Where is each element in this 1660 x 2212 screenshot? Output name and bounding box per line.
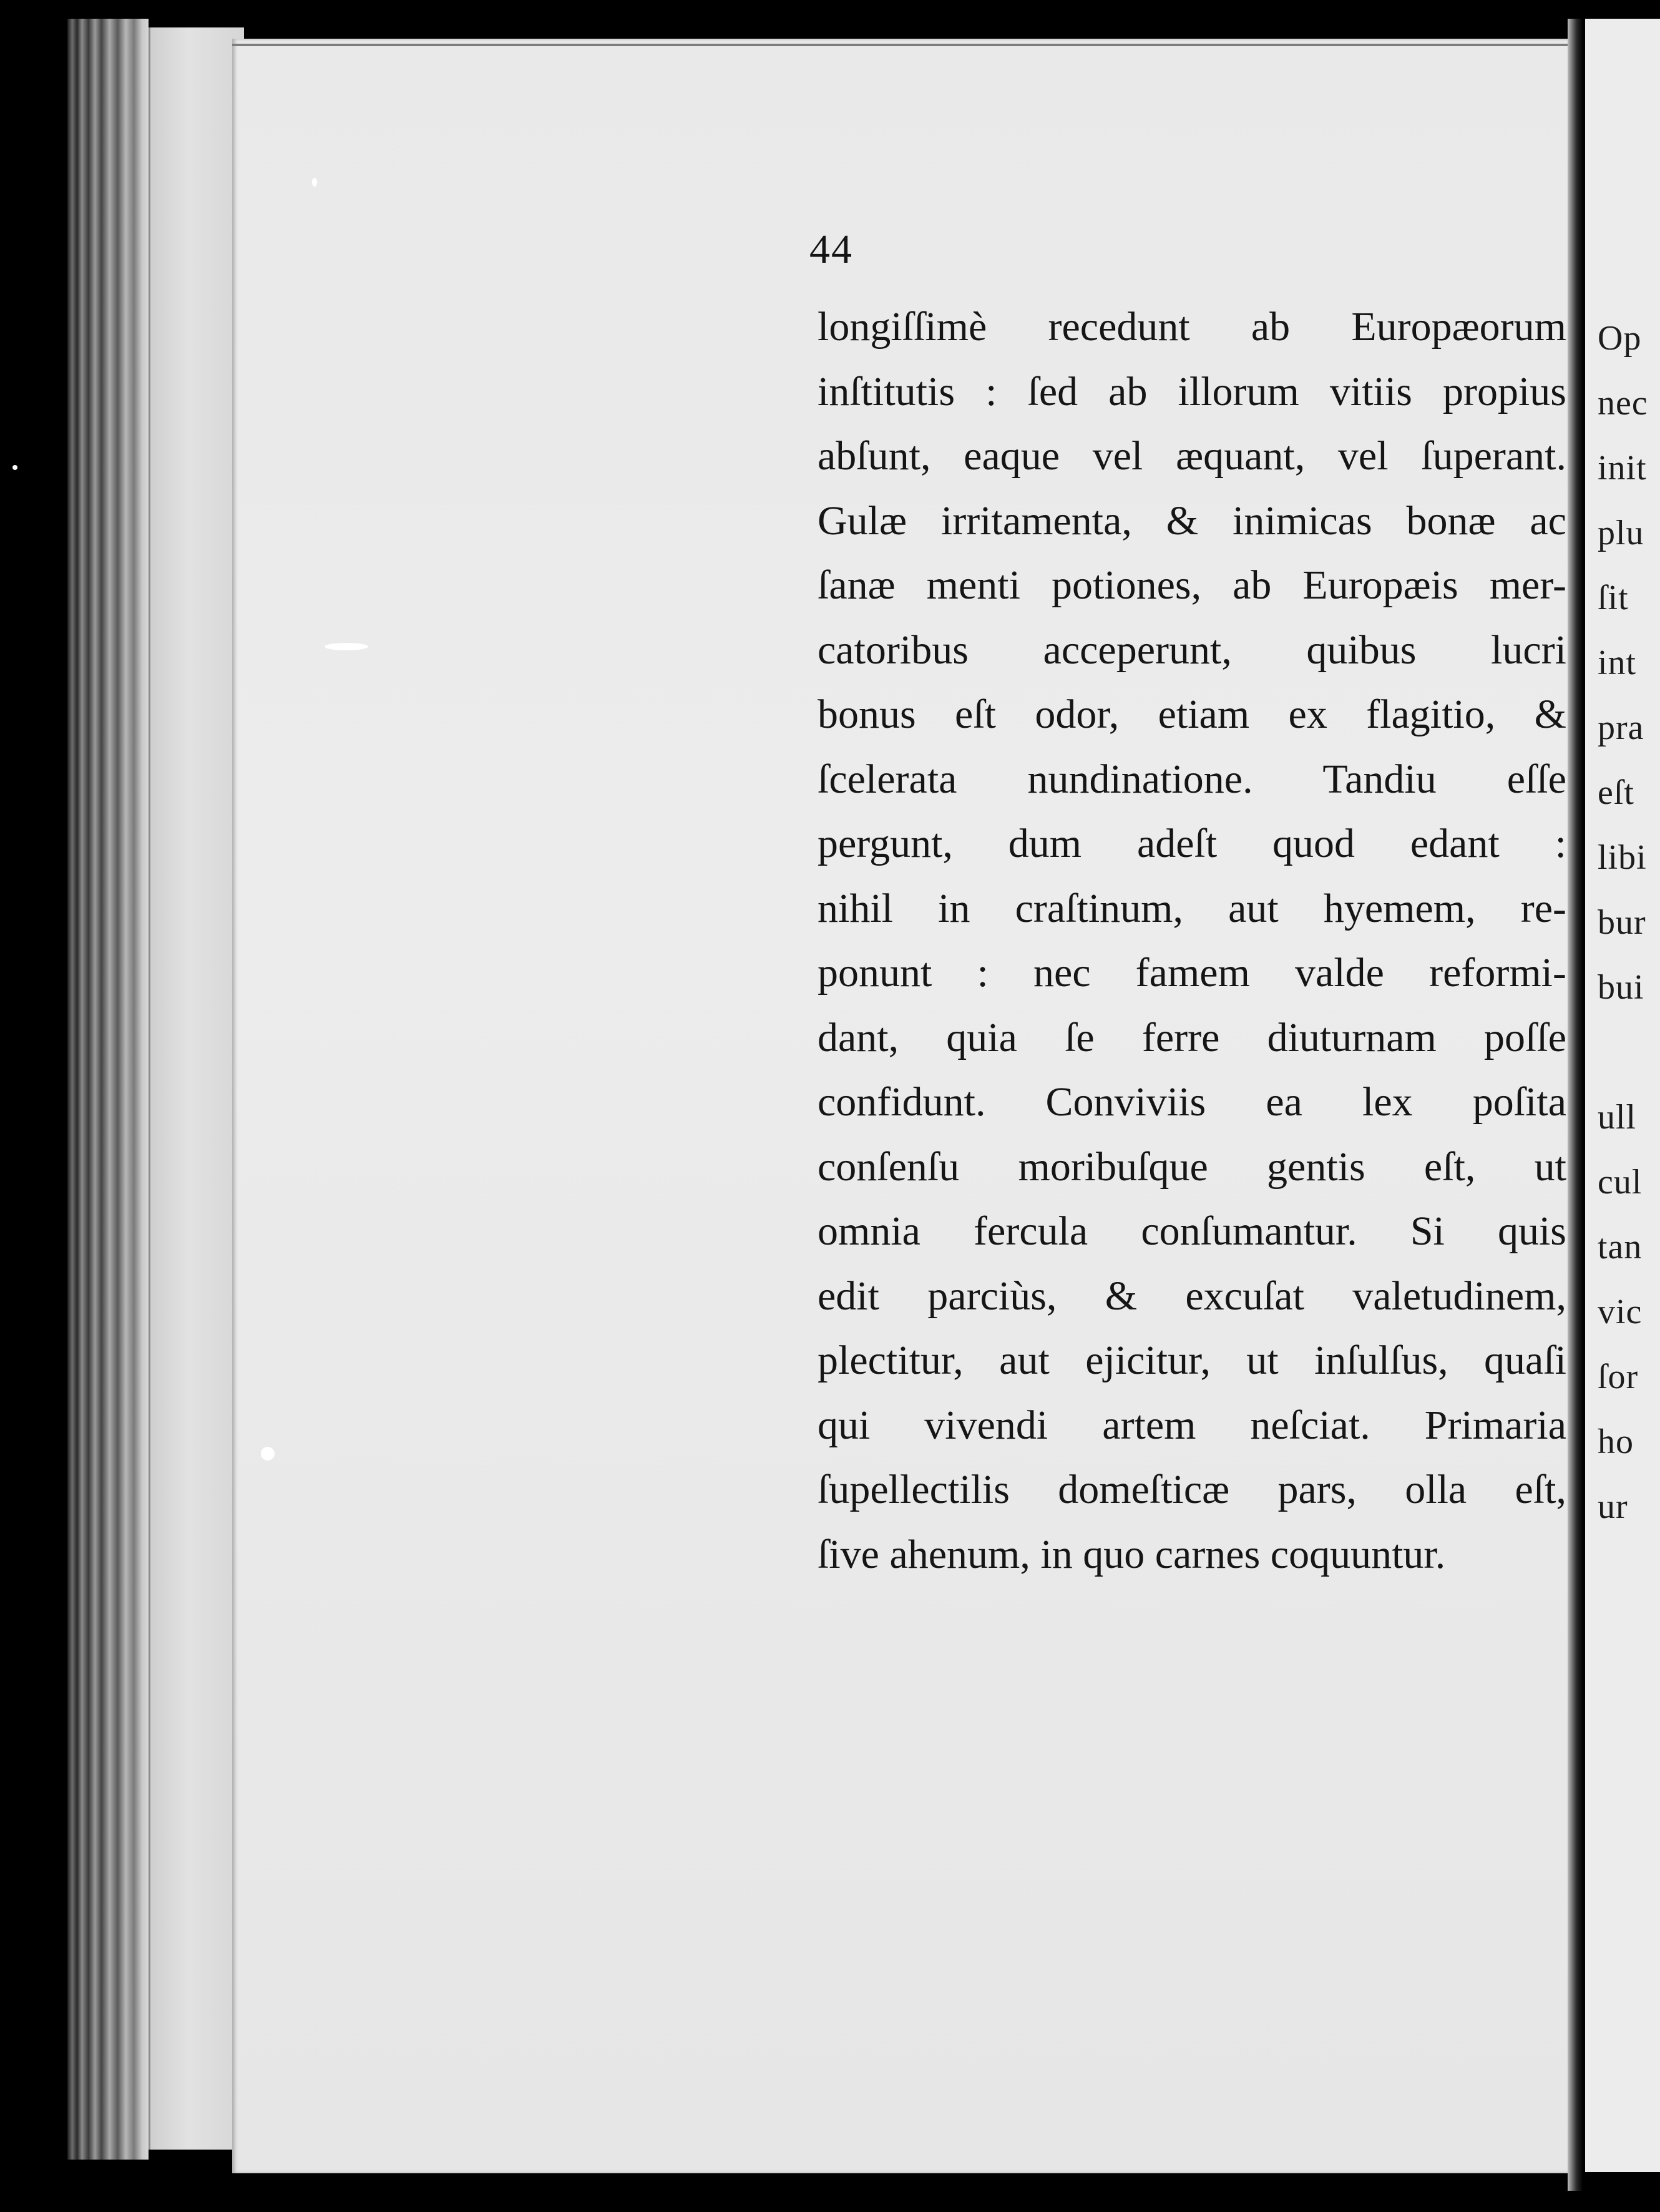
text-line: ſanæ menti potiones, ab Europæis mer- <box>818 562 1566 608</box>
facing-text-fragment: nec <box>1598 384 1648 423</box>
facing-text-fragment: init <box>1598 449 1647 487</box>
facing-text-fragment: cul <box>1598 1163 1643 1201</box>
scan-speck <box>12 465 17 470</box>
facing-page <box>1585 19 1660 2172</box>
facing-text-fragment: ſor <box>1598 1358 1639 1396</box>
facing-text-fragment: bur <box>1598 903 1646 942</box>
facing-text-fragment: pra <box>1598 708 1644 747</box>
text-line: conſenſu moribuſque gentis eſt, ut <box>818 1143 1566 1190</box>
text-line: Gulæ irritamenta, & inimicas bonæ ac <box>818 497 1566 544</box>
text-line: abſunt, eaque vel æquant, vel ſuperant. <box>818 433 1566 479</box>
book-fore-edge <box>67 19 149 2160</box>
facing-text-fragment: int <box>1598 644 1637 682</box>
facing-text-fragment: ſit <box>1598 579 1629 617</box>
page-top-rule <box>232 44 1568 46</box>
scan-speck <box>261 1447 275 1461</box>
text-line: ſcelerata nundinatione. Tandiu eſſe <box>818 756 1566 802</box>
facing-text-fragment: Op <box>1598 319 1642 358</box>
text-line: plectitur, aut ejicitur, ut inſulſus, quaſi <box>818 1338 1566 1383</box>
text-line: confidunt. Conviviis ea lex poſita <box>818 1079 1566 1125</box>
page-text-block <box>818 295 1566 1587</box>
scan-speck <box>325 643 368 650</box>
facing-text-fragment: vic <box>1598 1293 1643 1331</box>
text-line: longiſſimè recedunt ab Europæorum <box>818 304 1566 350</box>
facing-text-fragment: ur <box>1598 1487 1628 1526</box>
facing-text-fragment: ull <box>1598 1098 1637 1137</box>
text-line: bonus eſt odor, etiam ex flagitio, & <box>818 692 1566 737</box>
page-number: 44 <box>809 227 853 272</box>
text-line: nihil in craſtinum, aut hyemem, re- <box>818 885 1566 931</box>
facing-text-fragment: plu <box>1598 514 1644 552</box>
text-line: qui vivendi artem neſciat. Primaria <box>818 1402 1566 1448</box>
facing-text-fragment: tan <box>1598 1228 1643 1266</box>
book-page-stack <box>149 27 244 2150</box>
book-gutter <box>1568 19 1583 2191</box>
facing-text-fragment: bui <box>1598 968 1644 1007</box>
text-line: omnia fercula conſumantur. Si quis <box>818 1208 1566 1254</box>
text-line: dant, quia ſe ferre diuturnam poſſe <box>818 1014 1566 1060</box>
text-line: ſive ahenum, in quo carnes coquuntur. <box>818 1531 1446 1577</box>
text-line: catoribus acceperunt, quibus lucri <box>818 627 1566 673</box>
text-line: ponunt : nec famem valde reformi- <box>818 950 1566 996</box>
text-line: ſupellectilis domeſticæ pars, olla eſt, <box>818 1467 1566 1512</box>
text-line: inſtitutis : ſed ab illorum vitiis propius <box>818 368 1566 414</box>
facing-text-fragment: ho <box>1598 1422 1634 1461</box>
facing-text-fragment: eſt <box>1598 773 1634 812</box>
text-line: pergunt, dum adeſt quod edant : <box>818 821 1566 866</box>
facing-text-fragment: libi <box>1598 838 1647 877</box>
scan-speck <box>312 178 317 187</box>
text-line: edit parciùs, & excuſat valetudinem, <box>818 1273 1566 1319</box>
